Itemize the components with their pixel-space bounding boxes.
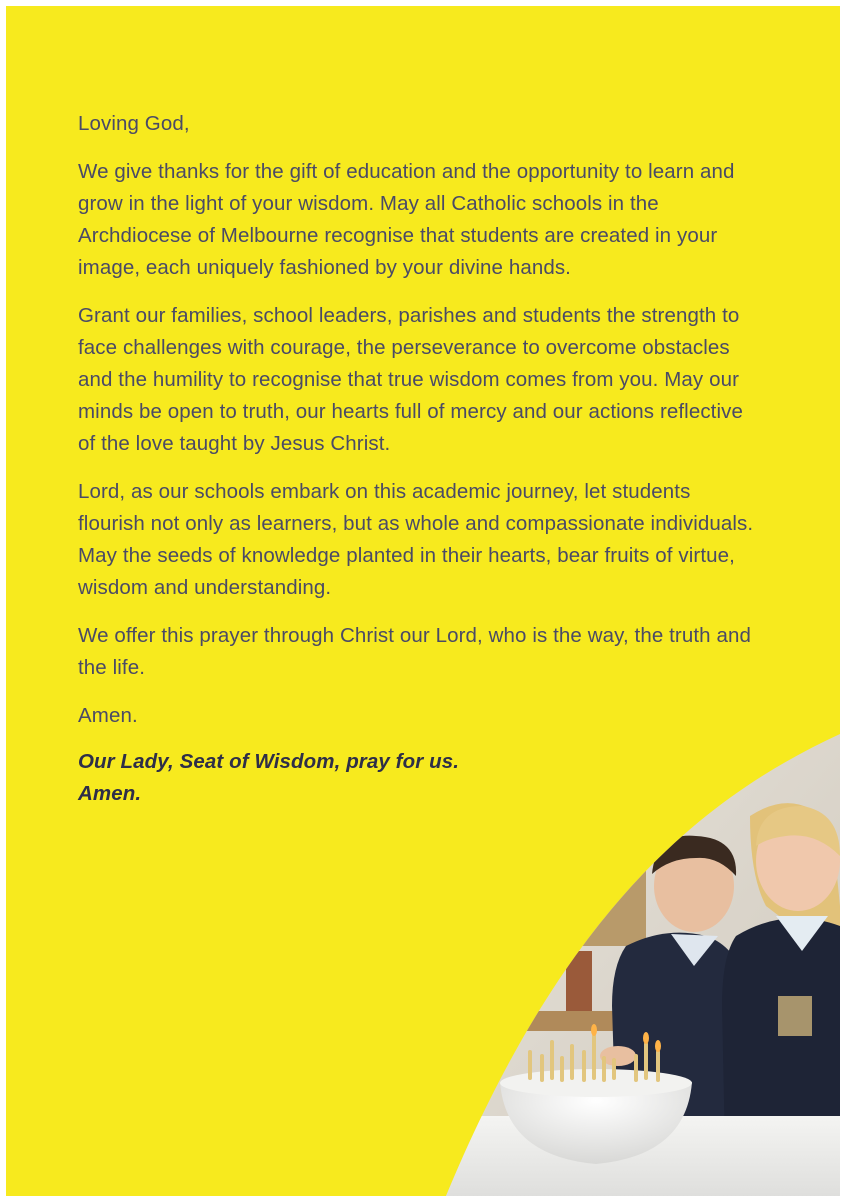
prayer-paragraph-offering: We offer this prayer through Christ our Lord, who is the way, the truth and the life. [78,624,751,679]
prayer-paragraph-journey: Lord, as our schools embark on this academic journey, let students flourish not only as learners, but as whole and compassionate individuals. May the seeds of knowledge planted in their hearts, bear fruits of virtue, wisdom and understanding. [78,480,754,599]
invocation [78,746,758,810]
invocation-amen: Amen. [78,782,142,805]
prayer-paragraph-grant: Grant our families, school leaders, parishes and students the strength to face challenges with courage, the perseverance to overcome obstacles and the humility to recognise that true wisdom comes from you. May our minds be open to truth, our hearts full of mercy and our actions reflective of the love taught by Jesus Christ. [78,304,743,455]
prayer-text [78,108,758,826]
amen: Amen. [78,704,138,727]
prayer-paragraph-thanks: We give thanks for the gift of education and the opportunity to learn and grow in the light of your wisdom. May all Catholic schools in the Archdiocese of Melbourne recognise that students are created in your image, each uniquely fashioned by your divine hands. [78,160,735,279]
invocation-line: Our Lady, Seat of Wisdom, pray for us. [78,750,460,773]
greeting: Loving God, [78,112,190,135]
prayer-card [6,6,840,1196]
